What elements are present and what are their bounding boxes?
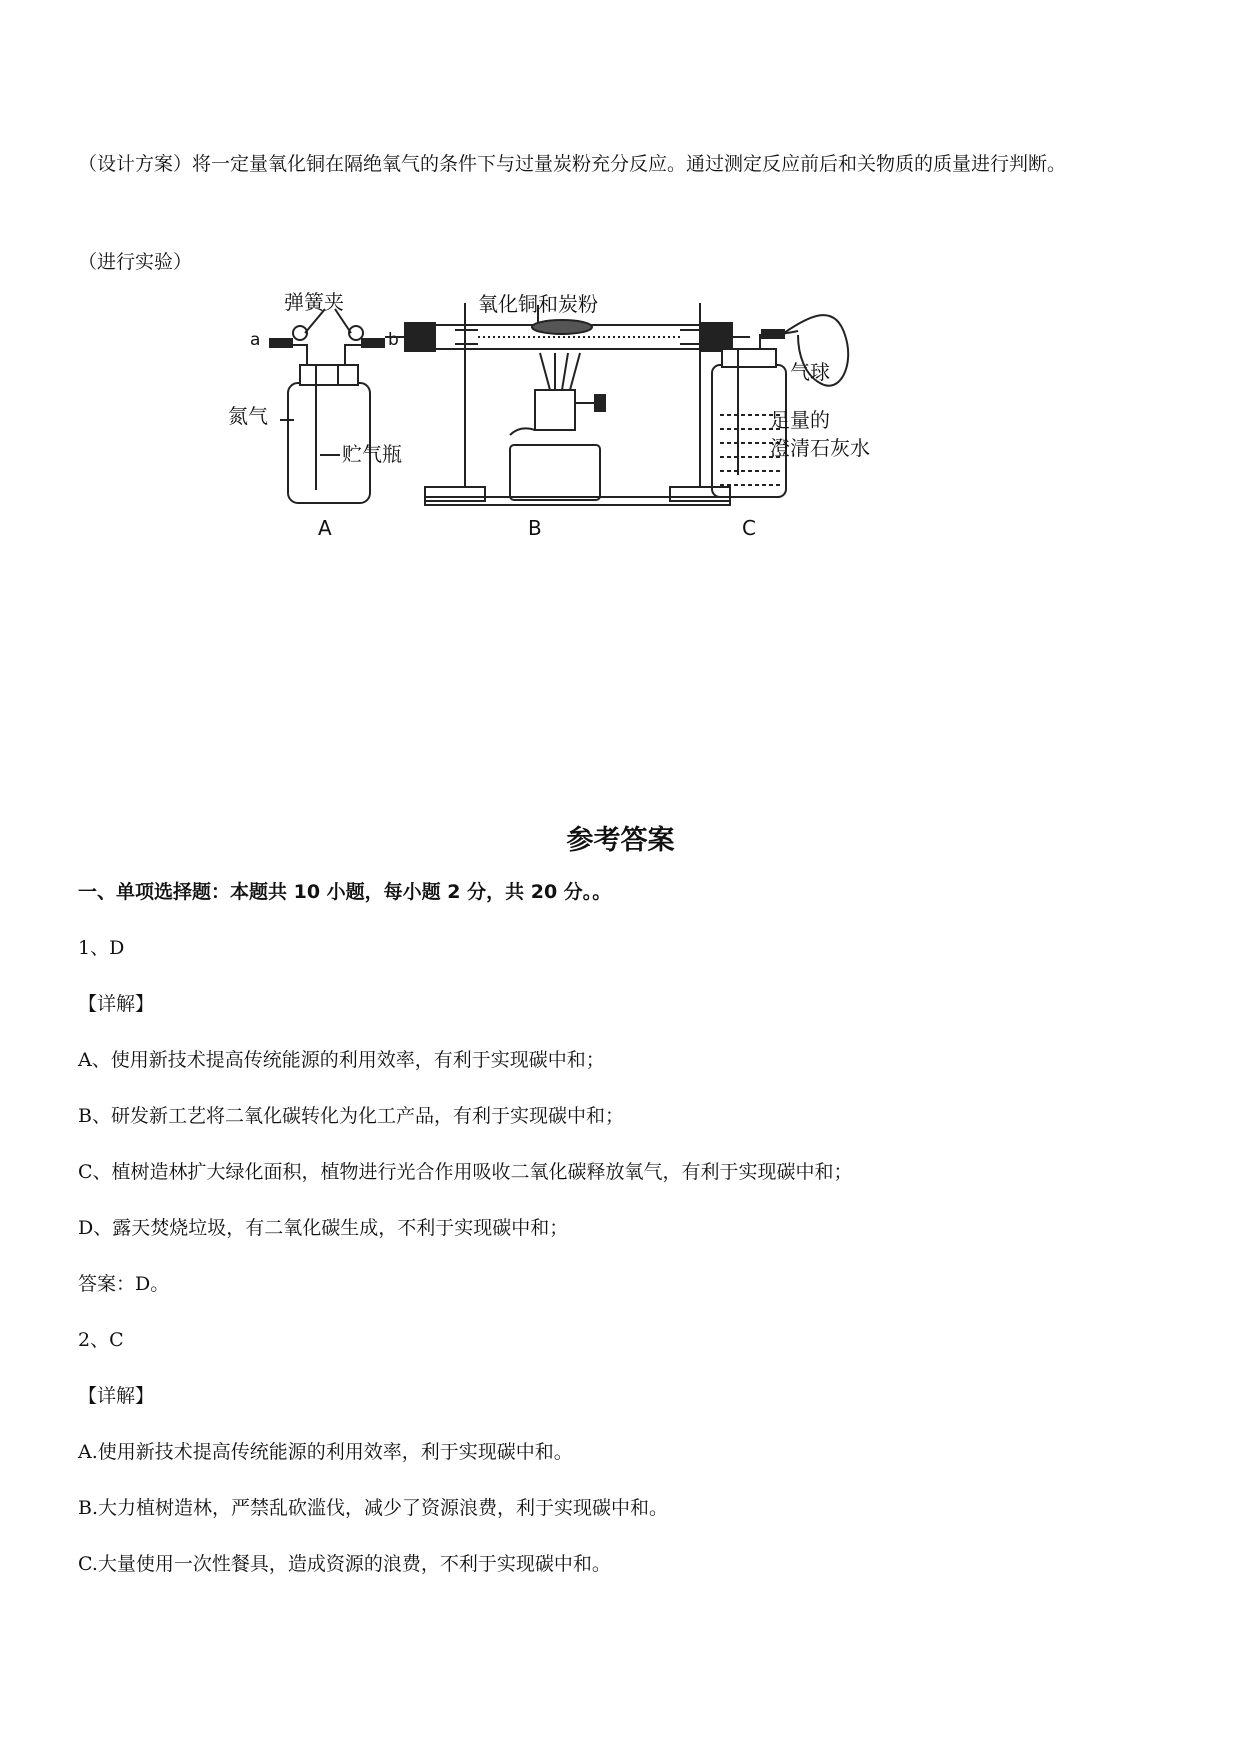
apparatus-b xyxy=(385,303,750,505)
q1-option-d: D、露天焚烧垃圾，有二氧化碳生成，不利于实现碳中和； xyxy=(78,1217,569,1239)
q2-option-c: C.大量使用一次性餐具，造成资源的浪费，不利于实现碳中和。 xyxy=(78,1553,611,1575)
q2-option-b: B.大力植树造林，严禁乱砍滥伐，减少了资源浪费，利于实现碳中和。 xyxy=(78,1497,669,1519)
apparatus-a xyxy=(270,309,384,503)
q1-option-c: C、植树造林扩大绿化面积，植物进行光合作用吸收二氧化碳释放氧气，有利于实现碳中和； xyxy=(78,1161,853,1183)
clamp-label: 弹簧夹 xyxy=(284,290,344,314)
limewater-label-line1: 足量的 xyxy=(770,408,830,432)
answer-key-title: 参考答案 xyxy=(566,825,675,856)
label-b: B xyxy=(528,516,542,540)
tube-contents-label: 氧化铜和炭粉 xyxy=(478,292,598,316)
nitrogen-label: 氮气 xyxy=(228,404,268,428)
q2-detail-heading: 【详解】 xyxy=(78,1385,155,1407)
q1-option-a: A、使用新技术提高传统能源的利用效率，有利于实现碳中和； xyxy=(78,1049,605,1071)
experiment-heading: （进行实验） xyxy=(78,251,193,273)
clamp-b-label: b xyxy=(388,330,399,350)
clamp-a-label: a xyxy=(250,330,261,350)
section-heading: 一、单项选择题：本题共 10 小题，每小题 2 分，共 20 分。。 xyxy=(78,881,612,903)
balloon-label: 气球 xyxy=(790,360,830,384)
q2-option-a: A.使用新技术提高传统能源的利用效率，利于实现碳中和。 xyxy=(78,1441,573,1463)
bottle-label: 贮气瓶 xyxy=(342,442,402,466)
q2-answer-number: 2、C xyxy=(78,1329,124,1351)
q1-answer: 答案：D。 xyxy=(78,1273,170,1295)
design-plan-paragraph: （设计方案）将一定量氧化铜在隔绝氧气的条件下与过量炭粉充分反应。通过测定反应前后和关物质的质量进行判断。 xyxy=(78,153,1067,175)
q1-answer-number: 1、D xyxy=(78,937,125,959)
q1-option-b: B、研发新工艺将二氧化碳转化为化工产品，有利于实现碳中和； xyxy=(78,1105,624,1127)
q1-detail-heading: 【详解】 xyxy=(78,993,155,1015)
label-c: C xyxy=(742,516,756,540)
limewater-label-line2: 澄清石灰水 xyxy=(770,436,870,460)
label-a: A xyxy=(318,516,332,540)
experiment-apparatus-figure xyxy=(228,290,990,545)
